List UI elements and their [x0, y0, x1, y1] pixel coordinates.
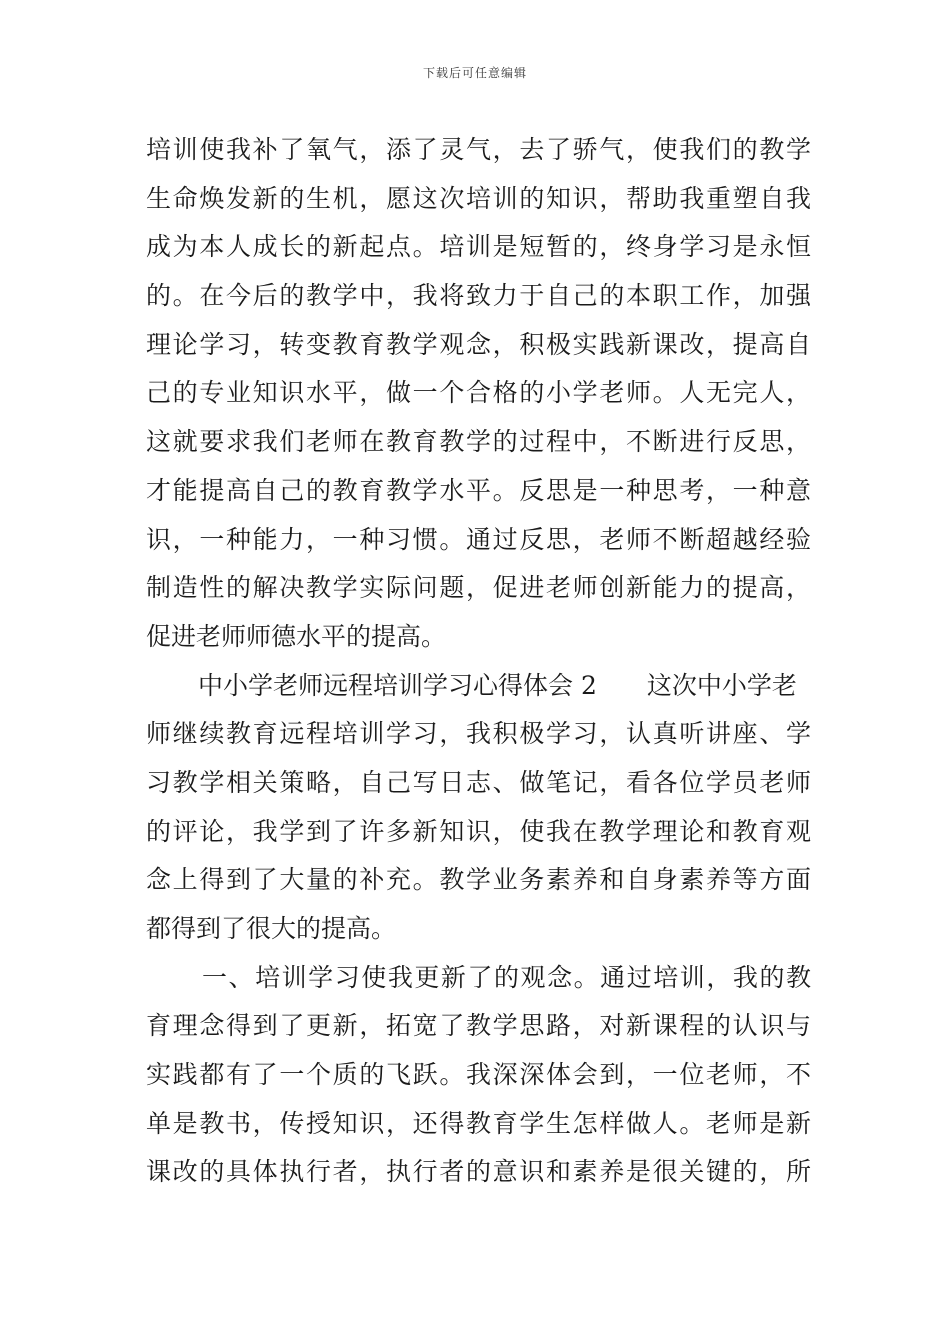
text-line: 课改的具体执行者，执行者的意识和素养是很关键的，所 [146, 1157, 811, 1187]
text-line: 制造性的解决教学实际问题，促进老师创新能力的提高， [146, 573, 811, 603]
section-title-line [146, 662, 811, 711]
text-line: 一、培训学习使我更新了的观念。通过培训，我的教 [202, 962, 811, 992]
document-body [146, 126, 811, 1197]
text-line: 单是教书，传授知识，还得教育学生怎样做人。老师是新 [146, 1108, 811, 1138]
text-line: 实践都有了一个质的飞跃。我深深体会到，一位老师，不 [146, 1060, 811, 1090]
text-line: 习教学相关策略，自己写日志、做笔记，看各位学员老师 [146, 767, 811, 797]
text-line: 这就要求我们老师在教育教学的过程中，不断进行反思， [146, 427, 811, 457]
text-line: 生命焕发新的生机，愿这次培训的知识，帮助我重塑自我 [146, 183, 811, 213]
text-line: 理论学习，转变教育教学观念，积极实践新课改，提高自 [146, 329, 811, 359]
text-line: 念上得到了大量的补充。教学业务素养和自身素养等方面 [146, 865, 811, 895]
text-line: 才能提高自己的教育教学水平。反思是一种思考，一种意 [146, 475, 811, 505]
text-line: 的评论，我学到了许多新知识，使我在教学理论和教育观 [146, 816, 811, 846]
text-line: 成为本人成长的新起点。培训是短暂的，终身学习是永恒 [146, 232, 811, 262]
text-line: 的。在今后的教学中，我将致力于自己的本职工作，加强 [146, 281, 811, 311]
text-line: 促进老师师德水平的提高。 [146, 621, 447, 651]
paragraph-1 [146, 126, 811, 662]
text-line: 师继续教育远程培训学习，我积极学习，认真听讲座、学 [146, 719, 811, 749]
text-line: 都得到了很大的提高。 [146, 914, 397, 943]
text-line: 己的专业知识水平，做一个合格的小学老师。人无完人， [146, 378, 811, 408]
text-line: 识，一种能力，一种习惯。通过反思，老师不断超越经验 [146, 524, 811, 554]
section-title-tail: 这次中小学老 [646, 670, 797, 700]
section-title: 中小学老师远程培训学习心得体会 2 [198, 670, 597, 700]
page-header: 下载后可任意编辑 [422, 66, 527, 80]
text-line: 育理念得到了更新，拓宽了教学思路，对新课程的认识与 [146, 1011, 811, 1041]
paragraph-3 [146, 954, 811, 1197]
text-line: 培训使我补了氧气，添了灵气，去了骄气，使我们的教学 [146, 135, 811, 164]
paragraph-2 [146, 662, 811, 954]
